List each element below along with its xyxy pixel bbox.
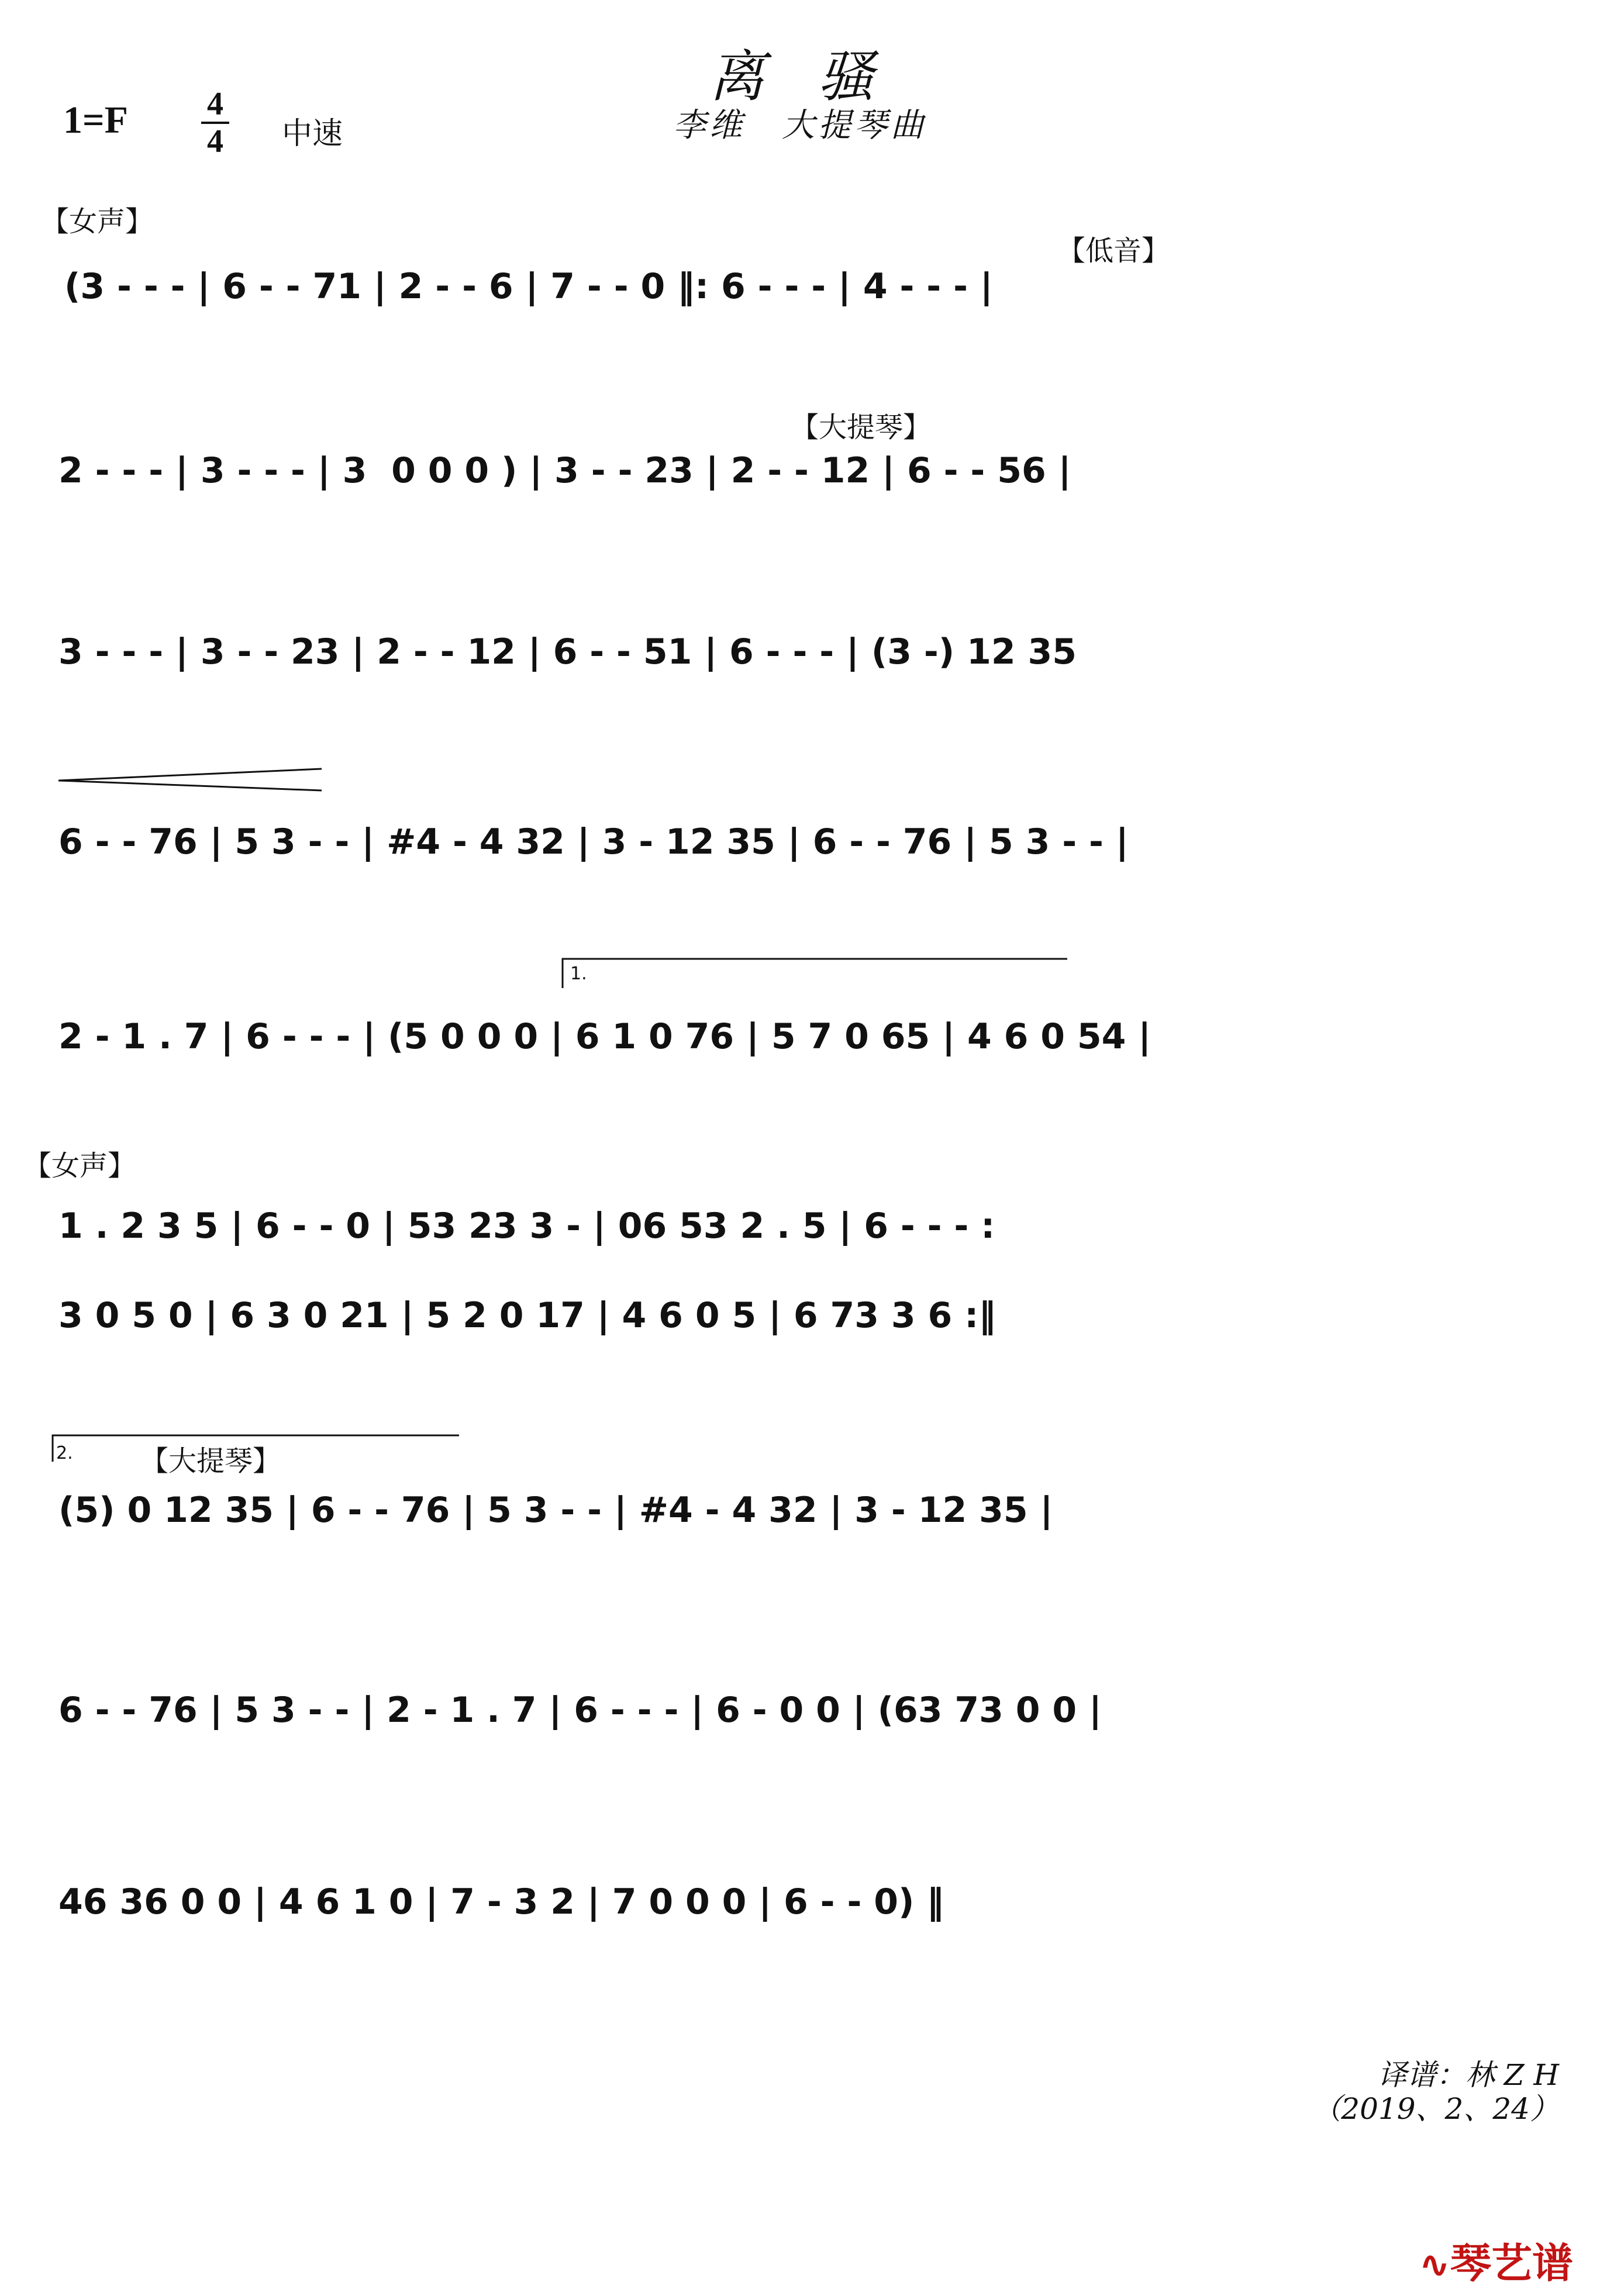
time-signature-top: 4 — [207, 86, 223, 122]
crescendo-upper — [58, 769, 322, 781]
tempo-marking: 中速 — [282, 116, 343, 151]
logo-text: 琴艺谱 — [1450, 2239, 1573, 2287]
volta-2-bracket — [53, 1435, 459, 1462]
volta-2-label: 2. — [56, 1443, 73, 1463]
notation-row-8: 6 - - 76 | 5 3 - - | 2 - 1 . 7 | 6 - - - | 6 - 0 0 | (63 73 0 0 | — [58, 1690, 1102, 1731]
label-cello-2: 【大提琴】 — [140, 1445, 281, 1477]
notation-row-6-lower: 3 0 5 0 | 6 3 0 21 | 5 2 0 17 | 4 6 0 5 | 6 73 3 6 :‖ — [58, 1295, 996, 1336]
notation-row-4: 6 - - 76 | 5 3 - - | #4 - 4 32 | 3 - 12 35 | 6 - - 76 | 5 3 - - | — [58, 821, 1129, 862]
crescendo-lower — [58, 781, 322, 790]
notation-row-2: 2 - - - | 3 - - - | 3 0 0 0 ) | 3 - - 23 | 2 - - 12 | 6 - - 56 | — [58, 450, 1071, 491]
credit-line-1: 译谱：林 Z H — [1377, 2058, 1559, 2092]
qinyipu-logo — [1419, 2231, 1573, 2290]
notation-row-6-upper: 1 . 2 3 5 | 6 - - 0 | 53 23 3 - | 06 53 2 . 5 | 6 - - - : — [58, 1206, 995, 1247]
key-signature: 1=F — [63, 99, 128, 141]
logo-mark-icon: ∿ — [1419, 2243, 1450, 2287]
volta-1-bracket — [563, 959, 1067, 988]
transcriber-credit — [1312, 2058, 1559, 2126]
notation-row-9: 46 36 0 0 | 4 6 1 0 | 7 - 3 2 | 7 0 0 0 | 6 - - 0) ‖ — [58, 1881, 944, 1922]
score-title: 离 骚 — [708, 44, 892, 109]
volta-1-label: 1. — [570, 964, 587, 984]
credit-line-2: （2019、2、24） — [1312, 2092, 1559, 2126]
time-signature-bottom: 4 — [207, 123, 223, 160]
notation-row-3: 3 - - - | 3 - - 23 | 2 - - 12 | 6 - - 51 | 6 - - - | (3 -) 12 35 — [58, 631, 1077, 672]
label-female-voice-2: 【女声】 — [23, 1149, 136, 1182]
label-cello: 【大提琴】 — [791, 411, 932, 444]
notation-row-1: (3 - - - | 6 - - 71 | 2 - - 6 | 7 - - 0 ‖: 6 - - - | 4 - - - | — [64, 266, 993, 307]
score-subtitle: 李维 大提琴曲 — [673, 106, 927, 144]
label-bass: 【低音】 — [1057, 234, 1170, 267]
notation-row-7: (5) 0 12 35 | 6 - - 76 | 5 3 - - | #4 - 4 32 | 3 - 12 35 | — [58, 1490, 1053, 1531]
label-female-voice: 【女声】 — [41, 205, 154, 238]
notation-row-5: 2 - 1 . 7 | 6 - - - | (5 0 0 0 | 6 1 0 76 | 5 7 0 65 | 4 6 0 54 | — [58, 1016, 1151, 1057]
